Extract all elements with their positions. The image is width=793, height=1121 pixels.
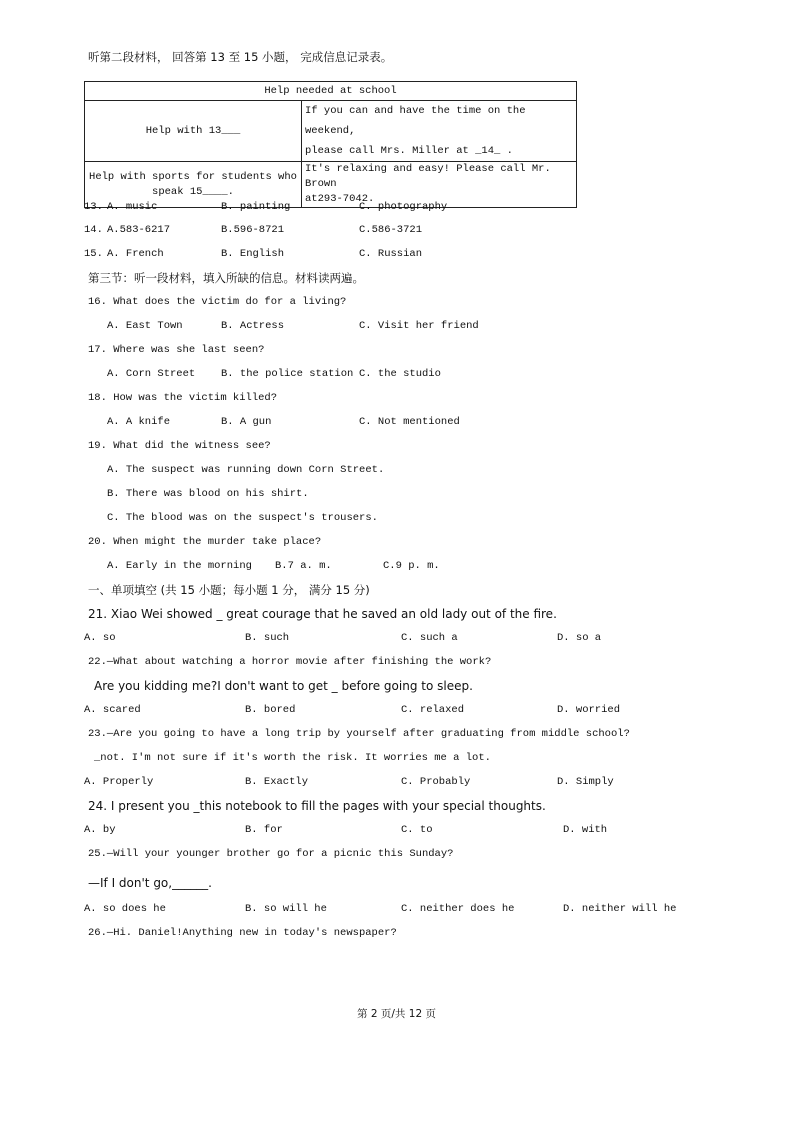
question-20-stem: 20. When might the murder take place?	[88, 536, 322, 548]
option-c: C. Russian	[359, 248, 423, 260]
table-cell-brown: It's relaxing and easy! Please call Mr. Brown at293-7042.	[302, 162, 577, 208]
option-b: B.596-8721	[221, 224, 285, 236]
table-cell-miller: If you can and have the time on the weekend, please call Mrs. Miller at _14_ .	[302, 101, 577, 162]
q18-option-c: C. Not mentioned	[359, 416, 460, 428]
question-19-stem: 19. What did the witness see?	[88, 440, 271, 452]
q20-option-c: C.9 p. m.	[383, 560, 440, 572]
section-3-heading: 第三节：听一段材料，填入所缺的信息。材料读两遍。	[88, 271, 364, 285]
q17-option-c: C. the studio	[359, 368, 441, 380]
q22-option-c: C. relaxed	[401, 704, 465, 716]
question-24-stem: 24. I present you _this notebook to fill the pages with your special thoughts.	[88, 799, 546, 813]
question-18-stem: 18. How was the victim killed?	[88, 392, 278, 404]
question-22-stem: 22.—What about watching a horror movie after finishing the work?	[88, 656, 492, 668]
option-a: A. music	[107, 201, 158, 213]
q25-option-b: B. so will he	[245, 903, 327, 915]
q23-option-d: D. Simply	[557, 776, 614, 788]
question-16-stem: 16. What does the victim do for a living?	[88, 296, 347, 308]
q16-option-c: C. Visit her friend	[359, 320, 479, 332]
q20-option-b: B.7 a. m.	[275, 560, 332, 572]
question-23-stem: 23.—Are you going to have a long trip by yourself after graduating from middle school?	[88, 728, 630, 740]
q17-option-a: A. Corn Street	[107, 368, 196, 380]
q24-option-c: C. to	[401, 824, 433, 836]
listening-instruction: 听第二段材料， 回答第 13 至 15 小题， 完成信息记录表。	[88, 50, 393, 64]
option-a: A. French	[107, 248, 164, 260]
q24-option-b: B. for	[245, 824, 283, 836]
q21-option-b: B. such	[245, 632, 290, 644]
info-record-table	[84, 81, 577, 208]
question-25-reply: —If I don't go,______.	[88, 876, 212, 890]
option-a: A.583-6217	[107, 224, 171, 236]
q22-option-a: A. scared	[84, 704, 141, 716]
option-b: B. English	[221, 248, 285, 260]
q19-option-a: A. The suspect was running down Corn Street.	[107, 464, 385, 476]
q18-option-b: B. A gun	[221, 416, 272, 428]
q23-option-b: B. Exactly	[245, 776, 309, 788]
part-1-heading: 一、单项填空 (共 15 小题；每小题 1 分， 满分 15 分)	[88, 583, 370, 597]
q20-option-a: A. Early in the morning	[107, 560, 252, 572]
q21-option-c: C. such a	[401, 632, 458, 644]
q17-option-b: B. the police station	[221, 368, 354, 380]
q22-option-d: D. worried	[557, 704, 621, 716]
question-21-stem: 21. Xiao Wei showed _ great courage that he saved an old lady out of the fire.	[88, 607, 557, 621]
question-23-reply: _not. I'm not sure if it's worth the risk. It worries me a lot.	[94, 752, 491, 764]
option-b: B. painting	[221, 201, 291, 213]
question-22-reply: Are you kidding me?I don't want to get _ before going to sleep.	[94, 679, 473, 693]
option-c: C.586-3721	[359, 224, 423, 236]
option-c: C. photography	[359, 201, 448, 213]
q25-option-d: D. neither will he	[563, 903, 677, 915]
q18-option-a: A. A knife	[107, 416, 171, 428]
q24-option-d: D. with	[563, 824, 608, 836]
q25-option-c: C. neither does he	[401, 903, 515, 915]
q23-option-a: A. Properly	[84, 776, 154, 788]
q19-option-b: B. There was blood on his shirt.	[107, 488, 309, 500]
question-17-stem: 17. Where was she last seen?	[88, 344, 265, 356]
q22-option-b: B. bored	[245, 704, 296, 716]
question-25-stem: 25.—Will your younger brother go for a picnic this Sunday?	[88, 848, 454, 860]
q23-option-c: C. Probably	[401, 776, 471, 788]
q21-option-d: D. so a	[557, 632, 602, 644]
q21-option-a: A. so	[84, 632, 116, 644]
q25-option-a: A. so does he	[84, 903, 166, 915]
q24-option-a: A. by	[84, 824, 116, 836]
table-cell-sports: Help with sports for students who speak 15____.	[85, 162, 302, 208]
q16-option-a: A. East Town	[107, 320, 183, 332]
q16-option-b: B. Actress	[221, 320, 285, 332]
table-cell-help-with: Help with 13___	[85, 101, 302, 162]
page-footer: 第 2 页/共 12 页	[357, 1008, 436, 1020]
table-title: Help needed at school	[85, 82, 577, 101]
q19-option-c: C. The blood was on the suspect's trousers.	[107, 512, 378, 524]
question-26-stem: 26.—Hi. Daniel!Anything new in today's newspaper?	[88, 927, 397, 939]
